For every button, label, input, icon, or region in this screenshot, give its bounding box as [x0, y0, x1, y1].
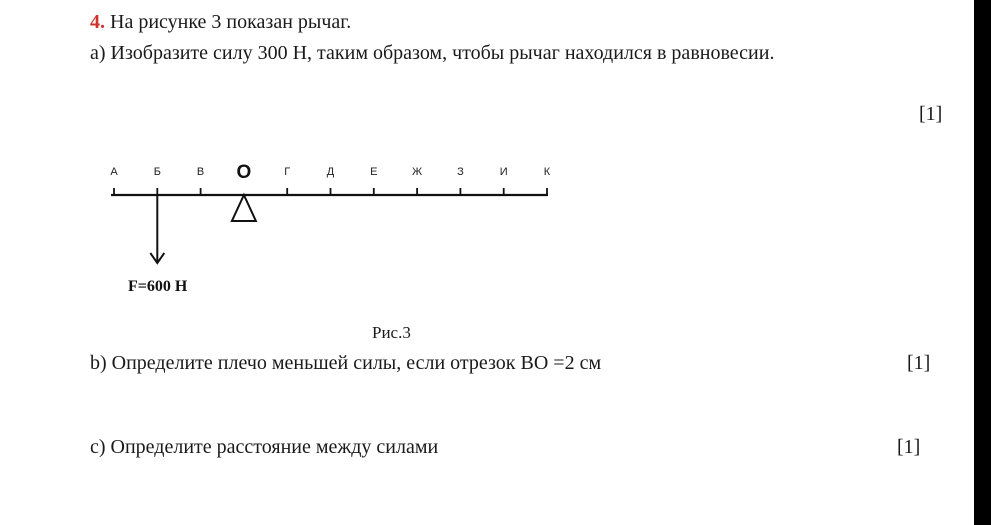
point-label-0: А — [110, 166, 118, 178]
pivot-triangle — [232, 195, 256, 221]
point-label-4: Г — [284, 166, 291, 178]
part-c-mark: [1] — [897, 436, 921, 458]
point-label-5: Д — [326, 166, 335, 178]
part-b-text: b) Определите плечо меньшей силы, если отрезок ВО =2 см — [90, 352, 602, 374]
part-a-mark: [1] — [919, 103, 943, 125]
lever-figure — [100, 150, 570, 300]
part-a-text: а) Изобразите силу 300 Н, таким образом, чтобы рычаг находился в равновесии. — [90, 42, 775, 64]
task-number: 4. — [90, 11, 105, 33]
point-label-8: З — [457, 166, 464, 178]
point-label-6: Е — [370, 166, 378, 178]
part-c-text: c) Определите расстояние между силами — [90, 436, 439, 458]
task-title: На рисунке 3 показан рычаг. — [110, 11, 352, 33]
point-label-1: Б — [153, 166, 161, 178]
point-label-3: О — [236, 162, 252, 183]
part-b-mark: [1] — [907, 352, 931, 374]
lever-diagram — [100, 150, 570, 300]
point-label-9: И — [499, 166, 508, 178]
figure-caption: Рис.3 — [372, 323, 411, 342]
force-label: F=600 Н — [128, 278, 188, 295]
point-label-2: В — [196, 166, 205, 178]
point-label-10: К — [543, 166, 551, 178]
force-arrow — [150, 195, 164, 263]
point-label-7: Ж — [412, 166, 423, 178]
point-labels — [110, 162, 550, 183]
task-heading — [90, 11, 351, 33]
